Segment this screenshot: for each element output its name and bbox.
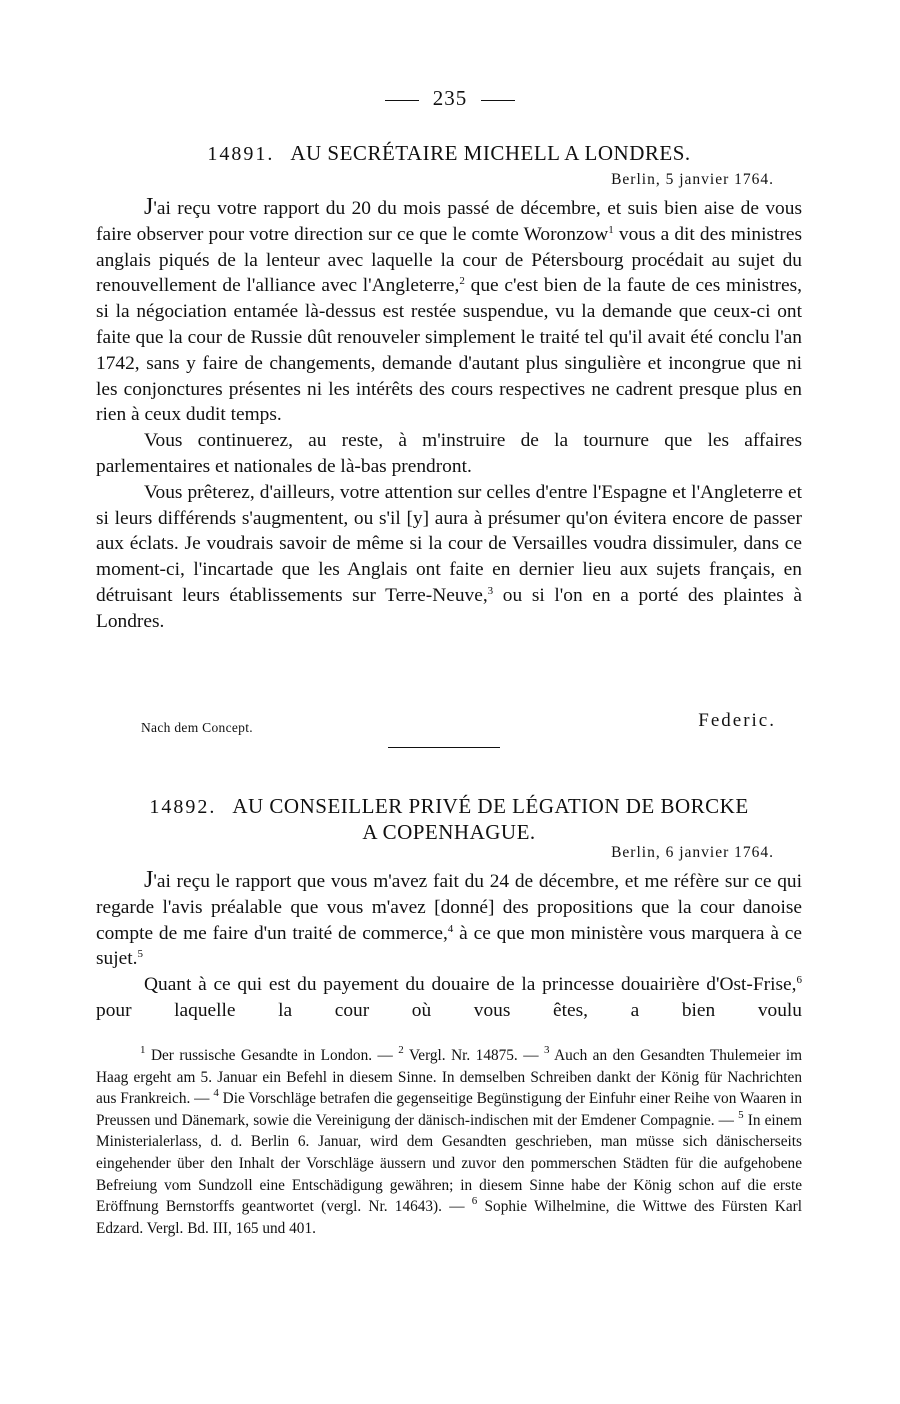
- text-run: pour laquelle la cour où vous êtes, a bien voulu: [96, 999, 802, 1021]
- letter-14891-paragraph-2: Vous continuerez, au reste, à m'instruire de la tournure que les affaires parlementaires et nationales de là-bas prendront.: [96, 430, 802, 477]
- letter-14891-heading: [96, 141, 802, 167]
- page-number-dash-right: [481, 100, 515, 101]
- footnote-mark-1: 1: [140, 1044, 146, 1056]
- initial-letter: J: [144, 867, 154, 893]
- letter-14892-paragraph-2: [96, 972, 802, 1024]
- footnotes: [96, 1045, 802, 1239]
- section-divider: [388, 747, 500, 748]
- letter-14891-paragraph-3: [96, 480, 802, 635]
- text-run: 'ai reçu votre rapport du 20 du mois passé de décembre, et suis bien aise de vous faire observer pour votre direction sur ce que le comte Woronzow: [96, 198, 802, 245]
- footnote-mark-5: 5: [738, 1108, 744, 1121]
- letter-14891-paragraph-1: [96, 195, 802, 428]
- letter-14891-body: [96, 195, 802, 635]
- text-run: que c'est bien de la faute de ces ministres, si la négociation entamée là-dessus est restée suspendue, vu la demande que ceux-ci ont faite que la cour de Russie dût renouveler simplement le traité tel qu'il avait été conclu l'an 1742, sans y faire de changements, demande d'autant plus singulière et incongrue que ni les conjonctures présentes ni les intérêts des cours respectives ne cadrent presque plus en rien à ceux dudit temps.: [96, 275, 802, 426]
- letter-title-line-2: A COPENHAGUE.: [362, 820, 536, 844]
- letter-title: AU SECRÉTAIRE MICHELL A LONDRES.: [290, 141, 691, 165]
- text-run: à ce que mon ministère vous marquera à ce sujet.: [96, 922, 802, 970]
- letter-number: 14892.: [149, 796, 217, 818]
- letter-14892-body: [96, 868, 802, 1024]
- footnote-4: Die Vorschläge betrafen die gegenseitige Begünstigung der Einfuhr einer Reihe von Waaren in Preussen und Dänemark, sowie die Vereinigung der dänisch-indischen mit der Emdener Compagnie. —: [96, 1090, 803, 1129]
- page-number-text: 235: [432, 86, 468, 110]
- text-run: Vous prêterez, d'ailleurs, votre attention sur celles d'entre l'Espagne et l'Angleterre et si leurs différends s'augmentent, ou s'il [y] aura à présumer qu'on évitera encore de passer aux éclats. Je voudrais savoir de même si la cour de Versailles voudra dissimuler, dans ce moment-ci, l'incartade que les Anglais ont faite en dernier lieu aux sujets français, en détruisant leurs établissements sur Terre-Neuve,: [96, 481, 802, 606]
- page-number: [0, 86, 900, 111]
- footnote-block: [96, 1045, 802, 1239]
- letter-title-line-1: [96, 794, 802, 820]
- initial-letter: J: [144, 194, 154, 220]
- footnote-ref-2: 2: [459, 275, 465, 288]
- footnote-ref-6: 6: [796, 974, 802, 987]
- footnote-1: Der russische Gesandte in London. —: [145, 1047, 399, 1064]
- footnote-mark-3: 3: [543, 1044, 550, 1056]
- footnote-2: Vergl. Nr. 14875. —: [403, 1047, 544, 1064]
- footnote-ref-4: 4: [447, 922, 454, 935]
- letter-14891-dateline: Berlin, 5 janvier 1764.: [611, 171, 774, 188]
- footnote-ref-5: 5: [137, 948, 143, 961]
- text-run: ou si l'on en a porté des plaintes à Londres.: [96, 584, 802, 632]
- footnote-3: Auch an den Gesandten Thulemeier im Haag ergeht am 5. Januar ein Befehl in diesem Sinne. In demselben Schreiben dankt der König für Nachrichten aus Frankreich. —: [96, 1047, 802, 1108]
- text-run: 'ai reçu le rapport que vous m'avez fait du 24 de décembre, et me réfère sur ce qui regarde l'avis préalable que vous m'avez [donné] des propositions que la cour danoise compte de me faire d'un traité de commerce,: [96, 871, 802, 944]
- footnote-mark-6: 6: [471, 1195, 478, 1208]
- signature: Federic.: [698, 710, 776, 731]
- text-run: Quant à ce qui est du payement du douaire de la princesse douairière d'Ost-Frise,: [144, 974, 797, 996]
- footnote-6: Sophie Wilhelmine, die Wittwe des Fürsten Karl Edzard. Vergl. Bd. III, 165 und 401.: [96, 1198, 802, 1237]
- letter-14892-dateline: Berlin, 6 janvier 1764.: [611, 844, 774, 861]
- footnote-ref-3: 3: [487, 584, 494, 597]
- footnote-5: In einem Ministerialerlass, d. d. Berlin 6. Januar, wird dem Gesandten geschrieben, man müsse sich dänischerseits eingehender über den Inhalt der Vorschläge äussern und zuvor den pommerschen Städten für die aufgehobene Befreiung vom Sundzoll eine Entschädigung gewähren; in diesem Sinne habe der König schon auf die erste Eröffnung Bernstorffs geantwortet (vergl. Nr. 14643). —: [96, 1111, 802, 1216]
- footnote-mark-2: 2: [398, 1044, 404, 1056]
- letter-number: 14891.: [207, 143, 275, 165]
- letter-14892-heading: [96, 794, 802, 845]
- footnote-ref-1: 1: [608, 223, 614, 236]
- text-run: vous a dit des ministres anglais piqués de la lenteur avec laquelle la cour de Pétersbourg procédait au sujet du renouvellement de l'alliance avec l'Angleterre,: [96, 223, 802, 297]
- source-note: Nach dem Concept.: [141, 720, 253, 735]
- footnote-mark-4: 4: [213, 1087, 219, 1100]
- letter-14892-paragraph-1: [96, 868, 802, 972]
- title-text: AU CONSEILLER PRIVÉ DE LÉGATION DE BORCKE: [232, 794, 749, 818]
- page-number-dash-left: [385, 100, 419, 101]
